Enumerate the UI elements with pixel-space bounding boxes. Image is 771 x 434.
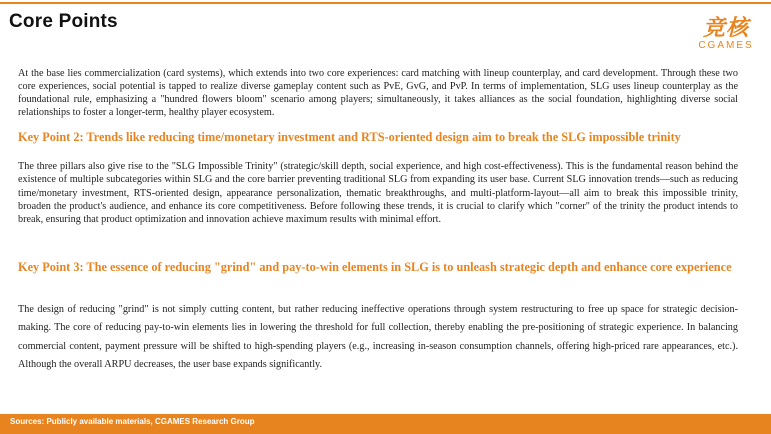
- cgames-logo: [691, 18, 761, 58]
- sources-note: Sources: Publicly available materials, CGAMES Research Group: [10, 417, 255, 426]
- logo-chinese-text: 竞核: [702, 16, 749, 41]
- footer-bar: [0, 414, 771, 434]
- header: [0, 0, 771, 50]
- paragraph-reducing-grind: The design of reducing "grind" is not simply cutting content, but rather reducing ineffective operations through system restructuring to free up space for strategic decision-making. The core of reducing pay-to-win elements lies in lowering the threshold for full collection, thereby enabling the pre-positioning of strategic experience. In balancing commercial content, payment pressure will be shifted to high-spending players (e.g., increasing in-season consumption channels, offering high-priced rare appearances, etc.). Although the overall ARPU decreases, the user base expands significantly.: [18, 304, 738, 371]
- page-title: Core Points: [9, 11, 118, 32]
- header-accent-bar: [0, 2, 771, 4]
- key-point-3-heading: Key Point 3: The essence of reducing "grind" and pay-to-win elements in SLG is to unleash strategic depth and enhance core experience: [18, 260, 732, 274]
- logo-english-text: CGAMES: [698, 40, 754, 51]
- paragraph-commercialization: At the base lies commercialization (card systems), which extends into two core experiences: card matching with lineup counterplay, and card development. Through these two core experiences, social potential is tapped to realize diverse gameplay content such as PvE, GvG, and PvP. In terms of implementation, SLG uses lineup counterplay as the foundational rule, emphasizing a "hundred flowers bloom" scenario among players; simultaneously, it takes alliances as the social foundation, highlighting diverse social relationships to foster a longer-term, healthy player ecosystem.: [18, 68, 738, 118]
- paragraph-impossible-trinity: The three pillars also give rise to the "SLG Impossible Trinity" (strategic/skill depth, social experience, and high cost-effectiveness). This is the fundamental reason behind the existence of multiple subcategories within SLG and the core barrier preventing traditional SLG from expanding its user base. Current SLG innovation trends—such as reducing time/monetary investment, RTS-oriented design, appearance personalization, thematic breakthroughs, and multi-platform-layout—all aim to break this impossible trinity, broaden the product's audience, and enhance its core competitiveness. Before following these trends, it is crucial to clarify which "corner" of the trinity the product intends to break, ensuring that product optimization and innovation achieve maximum results with minimal effort.: [18, 161, 738, 226]
- key-point-2-heading: Key Point 2: Trends like reducing time/monetary investment and RTS-oriented design aim to break the SLG impossible trinity: [18, 130, 681, 144]
